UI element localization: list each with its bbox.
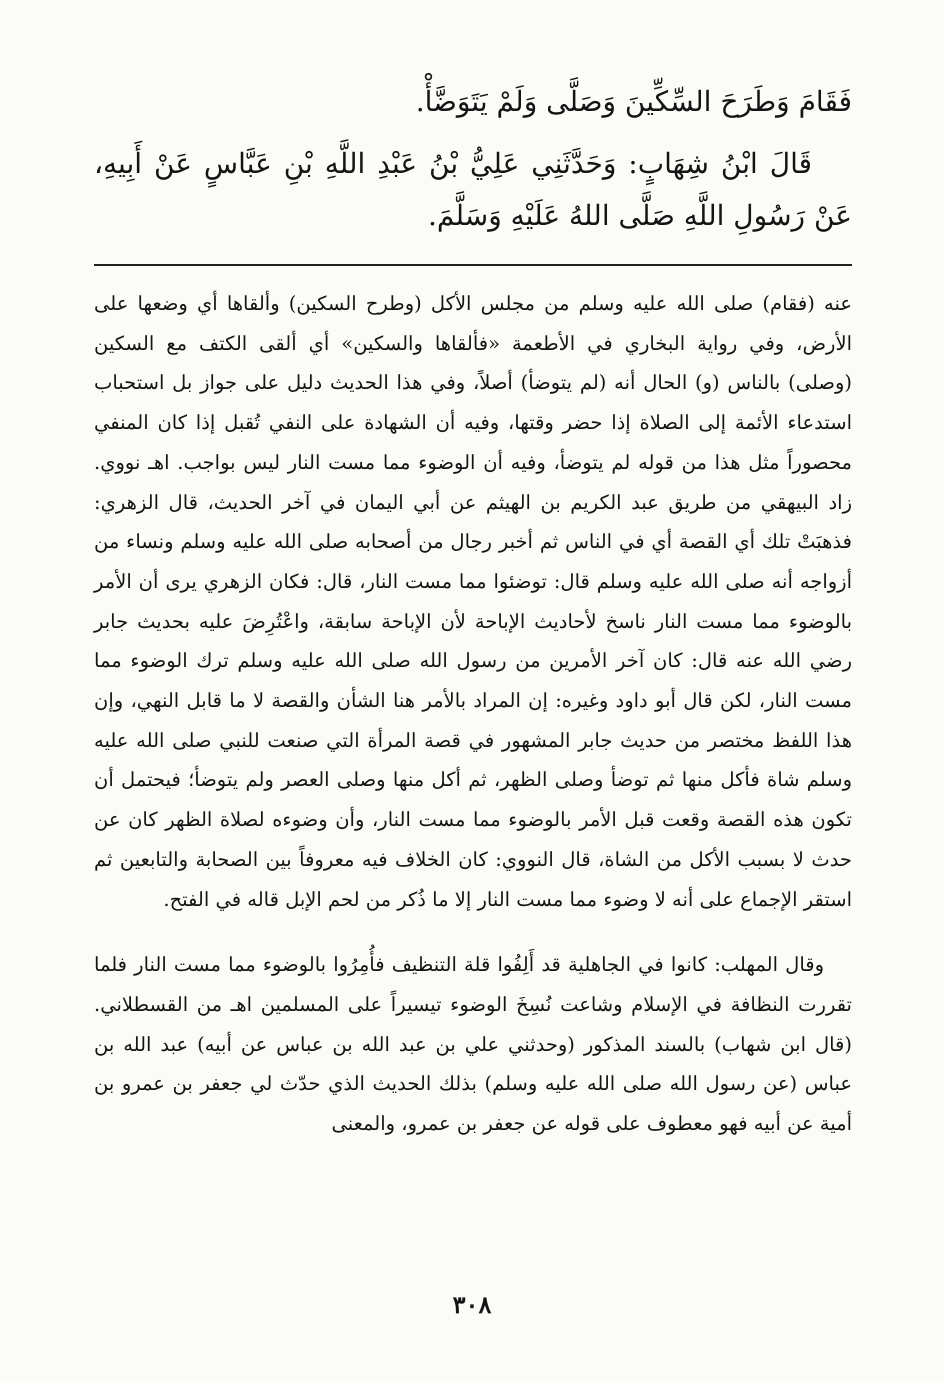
hadith-line-2: قَالَ ابْنُ شِهَابٍ: وَحَدَّثَنِي عَلِيُّ بْنُ عَبْدِ اللَّهِ بْنِ عَبَّاسٍ عَنْ أَبِيهِ، عَنْ رَسُولِ اللَّهِ صَلَّى اللهُ عَلَيْهِ وَسَلَّمَ.	[94, 147, 852, 232]
hadith-text-block	[94, 76, 852, 242]
hadith-line-1: فَقَامَ وَطَرَحَ السِّكِّينَ وَصَلَّى وَلَمْ يَتَوَضَّأْ.	[415, 85, 852, 118]
commentary-block	[94, 284, 852, 1144]
commentary-paragraph-2: وقال المهلب: كانوا في الجاهلية قد أَلِفُوا قلة التنظيف فأُمِرُوا بالوضوء مما مست النار فلما تقررت النظافة في الإسلام وشاعت نُسِخَ الوضوء تيسيراً على المسلمين اهـ من القسطلاني. (قال ابن شهاب) بالسند المذكور (وحدثني علي بن عبد الله بن عباس عن أبيه) عبد الله بن عباس (عن رسول الله صلى الله عليه وسلم) بذلك الحديث الذي حدّث لي جعفر بن عمرو بن أمية عن أبيه فهو معطوف على قوله عن جعفر بن عمرو، والمعنى	[94, 953, 852, 1136]
commentary-paragraph-1: عنه (فقام) صلى الله عليه وسلم من مجلس الأكل (وطرح السكين) وألقاها أي وضعها على الأرض، وفي رواية البخاري في الأطعمة «فألقاها والسكين» أي ألقى الكتف مع السكين (وصلى) بالناس (و) الحال أنه (لم يتوضأ) أصلاً، وفي هذا الحديث دليل على جواز بل استحباب استدعاء الأئمة إلى الصلاة إذا حضر وقتها، وفيه أن الشهادة على النفي تُقبل إذا كان المنفي محصوراً مثل هذا من قوله لم يتوضأ، وفيه أن الوضوء مما مست النار ليس بواجب. اهـ نووي. زاد البيهقي من طريق عبد الكريم بن الهيثم عن أبي اليمان في آخر الحديث، قال الزهري: فذهبَتْ تلك أي القصة أي في الناس ثم أخبر رجال من أصحابه صلى الله عليه وسلم ونساء من أزواجه أنه صلى الله عليه وسلم قال: توضئوا مما مست النار، قال: فكان الزهري يرى أن الأمر بالوضوء مما مست النار ناسخ لأحاديث الإباحة لأن الإباحة سابقة، واعْتُرِضَ عليه بحديث جابر رضي الله عنه قال: كان آخر الأمرين من رسول الله صلى الله عليه وسلم ترك الوضوء مما مست النار، لكن قال أبو داود وغيره: إن المراد بالأمر هنا الشأن والقصة لا ما قابل النهي، وإن هذا اللفظ مختصر من حديث جابر المشهور في قصة المرأة التي صنعت للنبي صلى الله عليه وسلم شاة فأكل منها ثم توضأ وصلى الظهر، ثم أكل منها وصلى العصر ولم يتوضأ؛ فيحتمل أن تكون هذه القصة وقعت قبل الأمر بالوضوء مما مست النار، وأن وضوءه لصلاة الظهر كان عن حدث لا بسبب الأكل من الشاة، قال النووي: كان الخلاف فيه معروفاً بين الصحابة والتابعين ثم استقر الإجماع على أنه لا وضوء مما مست النار إلا ما ذُكر من لحم الإبل قاله في الفتح.	[94, 292, 852, 911]
footnote-divider	[94, 264, 852, 266]
page-number: ٣٠٨	[452, 1290, 492, 1319]
